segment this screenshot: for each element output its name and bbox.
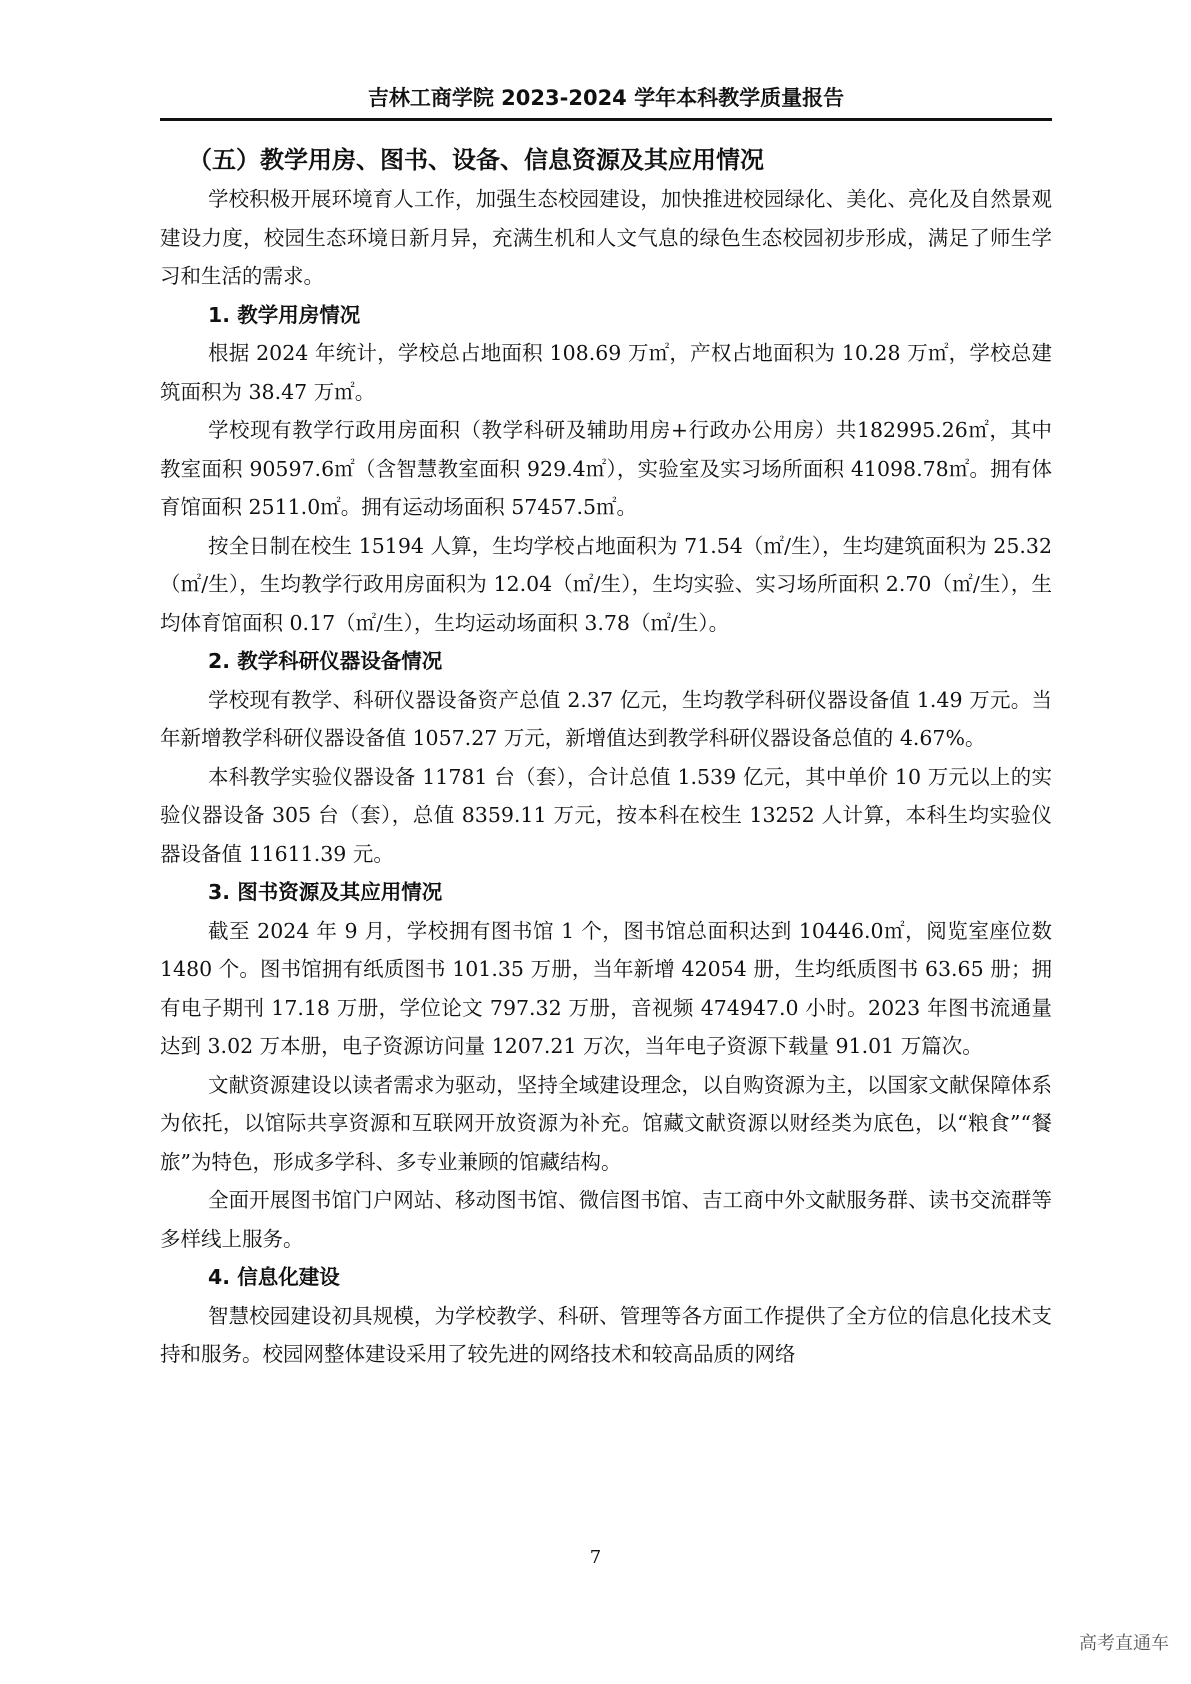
heading-teaching-rooms: 1. 教学用房情况 — [208, 302, 361, 327]
report-body — [160, 140, 1052, 1374]
heading-library: 3. 图书资源及其应用情况 — [208, 880, 443, 904]
page-header: 吉林工商学院 2023-2024 学年本科教学质量报告 — [367, 86, 845, 110]
paragraph: 智慧校园建设初具规模，为学校教学、科研、管理等各方面工作提供了全方位的信息化技术支持和服务。校园网整体建设采用了较先进的网络技术和较高品质的网络 — [160, 1303, 1052, 1366]
paragraph: 学校现有教学、科研仪器设备资产总值 2.37 亿元，生均教学科研仪器设备值 1.49 万元。当年新增教学科研仪器设备值 1057.27 万元，新增值达到教学科研仪器设备总值的 4.67%。 — [160, 687, 1052, 750]
paragraph: 根据 2024 年统计，学校总占地面积 108.69 万㎡，产权占地面积为 10.28 万㎡，学校总建筑面积为 38.47 万㎡。 — [160, 341, 1052, 404]
watermark-text: 高考直通车 — [1079, 1633, 1169, 1654]
section-intro: 学校积极开展环境育人工作，加强生态校园建设，加快推进校园绿化、美化、亮化及自然景观建设力度，校园生态环境日新月异，充满生机和人文气息的绿色生态校园初步形成，满足了师生学习和生活的需求。 — [160, 187, 1052, 288]
header-rule — [160, 118, 1052, 121]
page-number: 7 — [589, 1547, 602, 1568]
paragraph: 学校现有教学行政用房面积（教学科研及辅助用房+行政办公用房）共182995.26㎡，其中教室面积 90597.6㎡（含智慧教室面积 929.4㎡），实验室及实习场所面积 41098.78㎡。拥有体育馆面积 2511.0㎡。拥有运动场面积 57457.5㎡。 — [160, 418, 1052, 519]
paragraph: 截至 2024 年 9 月，学校拥有图书馆 1 个，图书馆总面积达到 10446.0㎡，阅览室座位数 1480 个。图书馆拥有纸质图书 101.35 万册，当年新增 42054 册，生均纸质图书 63.65 册；拥有电子期刊 17.18 万册，学位论文 797.32 万册，音视频 474947.0 小时。2023 年图书流通量达到 3.02 万本册，电子资源访问量 1207.21 万次，当年电子资源下载量 91.01 万篇次。 — [160, 918, 1052, 1058]
paragraph: 按全日制在校生 15194 人算，生均学校占地面积为 71.54（㎡/生），生均建筑面积为 25.32（㎡/生），生均教学行政用房面积为 12.04（㎡/生），生均实验、实习场所面积 2.70（㎡/生），生均体育馆面积 0.17（㎡/生），生均运动场面积 3.78（㎡/生）。 — [160, 533, 1052, 635]
paragraph: 本科教学实验仪器设备 11781 台（套），合计总值 1.539 亿元，其中单价 10 万元以上的实验仪器设备 305 台（套），总值 8359.11 万元，按本科在校生 13252 人计算，本科生均实验仪器设备值 11611.39 元。 — [160, 764, 1052, 866]
heading-informatization: 4. 信息化建设 — [208, 1265, 340, 1289]
paragraph: 文献资源建设以读者需求为驱动，坚持全域建设理念，以自购资源为主，以国家文献保障体系为依托，以馆际共享资源和互联网开放资源为补充。馆藏文献资源以财经类为底色，以“粮食”“餐旅”为特色，形成多学科、多专业兼顾的馆藏结构。 — [160, 1072, 1052, 1174]
section-title: （五）教学用房、图书、设备、信息资源及其应用情况 — [188, 146, 764, 174]
heading-equipment: 2. 教学科研仪器设备情况 — [208, 649, 443, 673]
paragraph: 全面开展图书馆门户网站、移动图书馆、微信图书馆、吉工商中外文献服务群、读书交流群等多样线上服务。 — [160, 1188, 1052, 1251]
